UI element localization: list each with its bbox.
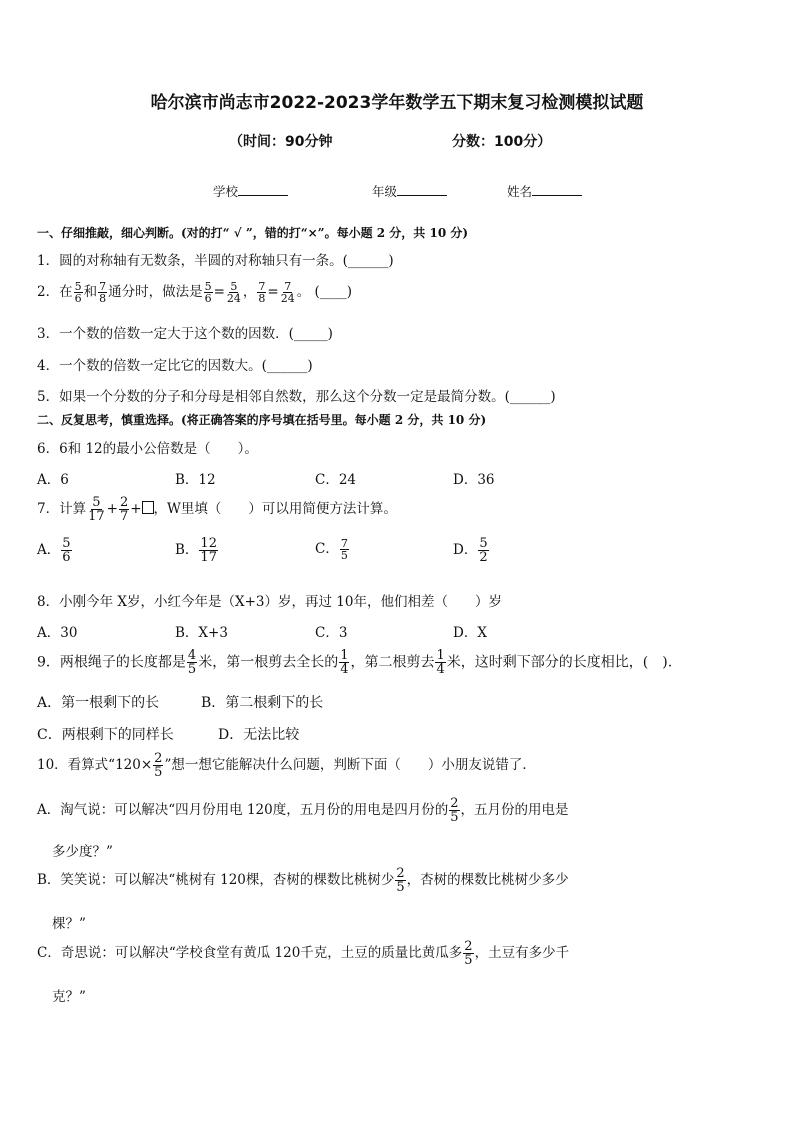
section1-heading: 一、仔细推敲，细心判断。(对的打“ √ ”，错的打“×”。每小题 2 分，共 10 分)	[37, 226, 469, 240]
q2-fraction-4: $\frac{5}{24}$	[226, 280, 241, 305]
q2-equals-1: =	[213, 284, 225, 300]
question-7	[37, 496, 397, 523]
question-8: 8．小刚今年 X岁，小红今年是（X+3）岁，再过 10年，他们相差（ ）岁	[37, 594, 502, 610]
q9-option-d[interactable]: D．无法比较	[218, 727, 300, 743]
q10-option-b-cont: 棵？”	[52, 916, 86, 932]
q7-text-2: ，W里填（ ）可以用简便方法计算。	[153, 501, 397, 517]
q9-option-c[interactable]: C．两根剩下的同样长	[37, 727, 174, 743]
question-5: 5．如果一个分数的分子和分母是相邻自然数，那么这个分数一定是最简分数。(______)	[37, 389, 556, 405]
q9-text-1: 9．两根绳子的长度都是	[37, 654, 186, 671]
grade-blank[interactable]	[397, 183, 447, 196]
q10-c-fraction: $\frac{2}{5}$	[464, 939, 473, 968]
question-9	[37, 649, 672, 676]
q10-b-fraction: $\frac{2}{5}$	[396, 866, 405, 895]
q8-option-b[interactable]: B．X+3	[175, 625, 228, 641]
q10-option-c-cont: 克？”	[52, 989, 86, 1005]
q9-fraction-1: $\frac{4}{5}$	[187, 648, 197, 677]
q2-text-4: ，	[242, 284, 257, 300]
school-label: 学校	[213, 184, 239, 199]
q6-option-a[interactable]: A．6	[37, 472, 69, 488]
exam-time: （时间：90分钟	[229, 134, 333, 150]
grade-field[interactable]	[372, 182, 447, 200]
page-title: 哈尔滨市尚志市2022-2023学年数学五下期末复习检测模拟试题	[150, 93, 644, 113]
blank-box-icon	[142, 501, 154, 514]
q7-plus-2: +	[130, 501, 142, 517]
q6-option-d[interactable]: D．36	[453, 472, 495, 488]
q7-option-a[interactable]: A． $\frac{5}{6}$	[37, 536, 71, 565]
q7-option-b[interactable]: B． $\frac{12}{17}$	[175, 536, 217, 565]
q7-option-c[interactable]: C． $\frac{7}{5}$	[315, 537, 348, 562]
q10-text-2: ”想一想它能解决什么问题，判断下面（ ）小朋友说错了．	[164, 757, 536, 773]
q10-option-a-cont: 多少度？”	[52, 844, 113, 860]
q2-equals-2: =	[267, 284, 279, 300]
q8-option-d[interactable]: D．X	[453, 625, 487, 641]
q10-text-1: 10．看算式“120×	[37, 757, 153, 773]
q9-text-3: ，第二根剪去	[350, 654, 435, 671]
q6-option-c[interactable]: C．24	[315, 472, 357, 488]
school-blank[interactable]	[238, 183, 288, 196]
q9-text-2: 米，第一根剪去全长的	[198, 654, 339, 671]
q2-text-5: 。 (____)	[296, 284, 353, 300]
exam-score: 分数：100分）	[452, 134, 552, 150]
q2-text-1: 2．在	[37, 284, 73, 300]
q2-text-2: 和	[83, 284, 98, 300]
q8-option-c[interactable]: C．3	[315, 625, 348, 641]
q7-plus-1: +	[106, 501, 118, 517]
q9-option-b[interactable]: B．第二根剩下的长	[201, 695, 324, 711]
grade-label: 年级	[372, 184, 398, 199]
q9-fraction-2: $\frac{1}{4}$	[340, 648, 349, 677]
q10-option-c[interactable]: C．奇思说：可以解决“学校食堂有黄瓜 120千克，土豆的质量比黄瓜多 $\frac{2}{5}$ ，土豆有多少千	[37, 939, 570, 968]
name-blank[interactable]	[532, 183, 582, 196]
question-6: 6．6和 12的最小公倍数是（ ）。	[37, 441, 258, 457]
q2-fraction-5: $\frac{7}{8}$	[258, 280, 266, 305]
question-3: 3．一个数的倍数一定大于这个数的因数．(_____)	[37, 326, 333, 342]
q9-fraction-3: $\frac{1}{4}$	[436, 648, 445, 677]
school-field[interactable]	[213, 182, 288, 200]
name-field[interactable]	[507, 182, 582, 200]
question-2	[37, 280, 352, 304]
q10-option-b[interactable]: B．笑笑说：可以解决“桃树有 120棵，杏树的棵数比桃树少 $\frac{2}{5}$ ，杏树的棵数比桃树少多少	[37, 866, 569, 895]
name-label: 姓名	[507, 184, 533, 199]
q10-fraction: $\frac{2}{5}$	[154, 751, 163, 780]
q7-option-d[interactable]: D． $\frac{5}{2}$	[453, 536, 488, 565]
question-10	[37, 752, 536, 779]
question-1: 1．圆的对称轴有无数条，半圆的对称轴只有一条。(______)	[37, 253, 394, 269]
q7-text-1: 7．计算	[37, 501, 87, 517]
q9-option-a[interactable]: A．第一根剩下的长	[37, 695, 160, 711]
q8-option-a[interactable]: A．30	[37, 625, 78, 641]
q2-fraction-3: $\frac{5}{6}$	[204, 280, 212, 305]
q2-fraction-6: $\frac{7}{24}$	[280, 280, 295, 305]
q7-fraction-1: $\frac{5}{17}$	[88, 495, 105, 524]
q6-option-b[interactable]: B．12	[175, 472, 216, 488]
question-4: 4．一个数的倍数一定比它的因数大。(______)	[37, 358, 313, 374]
q2-text-3: 通分时，做法是	[108, 284, 203, 300]
q10-a-fraction: $\frac{2}{5}$	[450, 796, 459, 825]
q2-fraction-2: $\frac{7}{8}$	[99, 280, 107, 305]
q2-fraction-1: $\frac{5}{6}$	[74, 280, 82, 305]
q7-fraction-2: $\frac{2}{7}$	[119, 495, 129, 524]
q10-option-a[interactable]: A．淘气说：可以解决“四月份用电 120度，五月份的用电是四月份的 $\frac{2}{5}$ ，五月份的用电是	[37, 796, 569, 825]
q9-text-4: 米，这时剩下部分的长度相比，( ).	[446, 654, 673, 671]
section2-heading: 二、反复思考，慎重选择。(将正确答案的序号填在括号里。每小题 2 分，共 10 分)	[37, 413, 487, 427]
